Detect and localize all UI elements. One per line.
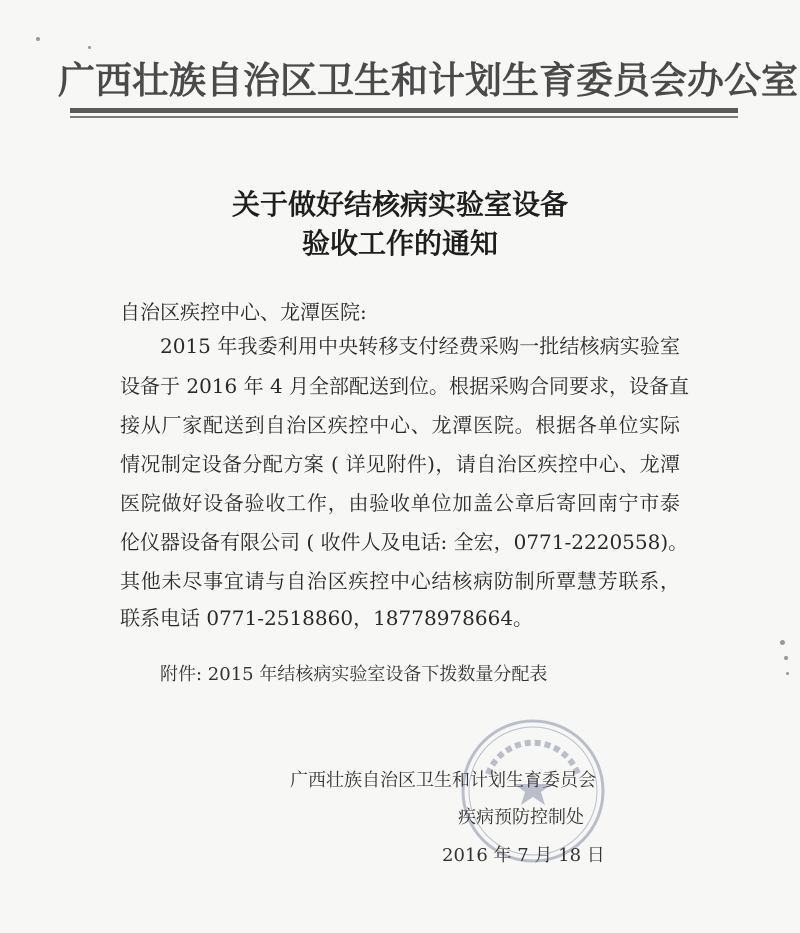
body-line-3: 接从厂家配送到自治区疾控中心、龙潭医院。根据各单位实际	[120, 413, 680, 437]
body-line-7: 其他未尽事宜请与自治区疾控中心结核病防制所覃慧芳联系，	[120, 569, 680, 593]
scan-speck	[784, 656, 788, 660]
letterhead-rule-thin	[70, 116, 738, 118]
scan-speck	[88, 46, 91, 49]
scan-speck	[786, 672, 789, 675]
letterhead-title: 广西壮族自治区卫生和计划生育委员会办公室	[58, 58, 798, 102]
body-line-5: 医院做好设备验收工作，由验收单位加盖公章后寄回南宁市泰	[120, 491, 680, 515]
signature-department: 疾病预防控制处	[458, 807, 584, 828]
scan-speck	[780, 640, 785, 645]
body-line-6: 伦仪器设备有限公司 ( 收件人及电话: 全宏，0771-2220558)。	[120, 530, 689, 554]
signature-date: 2016 年 7 月 18 日	[442, 845, 605, 866]
scan-speck	[36, 37, 40, 41]
attachment-note: 附件: 2015 年结核病实验室设备下拨数量分配表	[160, 664, 548, 685]
body-line-2: 设备于 2016 年 4 月全部配送到位。根据采购合同要求，设备直	[120, 374, 690, 398]
body-line-8: 联系电话 0771-2518860，18778978664。	[120, 606, 534, 630]
body-line-4: 情况制定设备分配方案 ( 详见附件)，请自治区疾控中心、龙潭	[120, 452, 680, 476]
letterhead-rule-thick	[70, 108, 738, 113]
document-title-line-2: 验收工作的通知	[301, 227, 498, 260]
document-title-line-1: 关于做好结核病实验室设备	[231, 188, 568, 221]
addressee: 自治区疾控中心、龙潭医院:	[120, 300, 367, 324]
body-line-1: 2015 年我委利用中央转移支付经费采购一批结核病实验室	[160, 334, 680, 358]
signature-organization: 广西壮族自治区卫生和计划生育委员会	[290, 770, 596, 791]
